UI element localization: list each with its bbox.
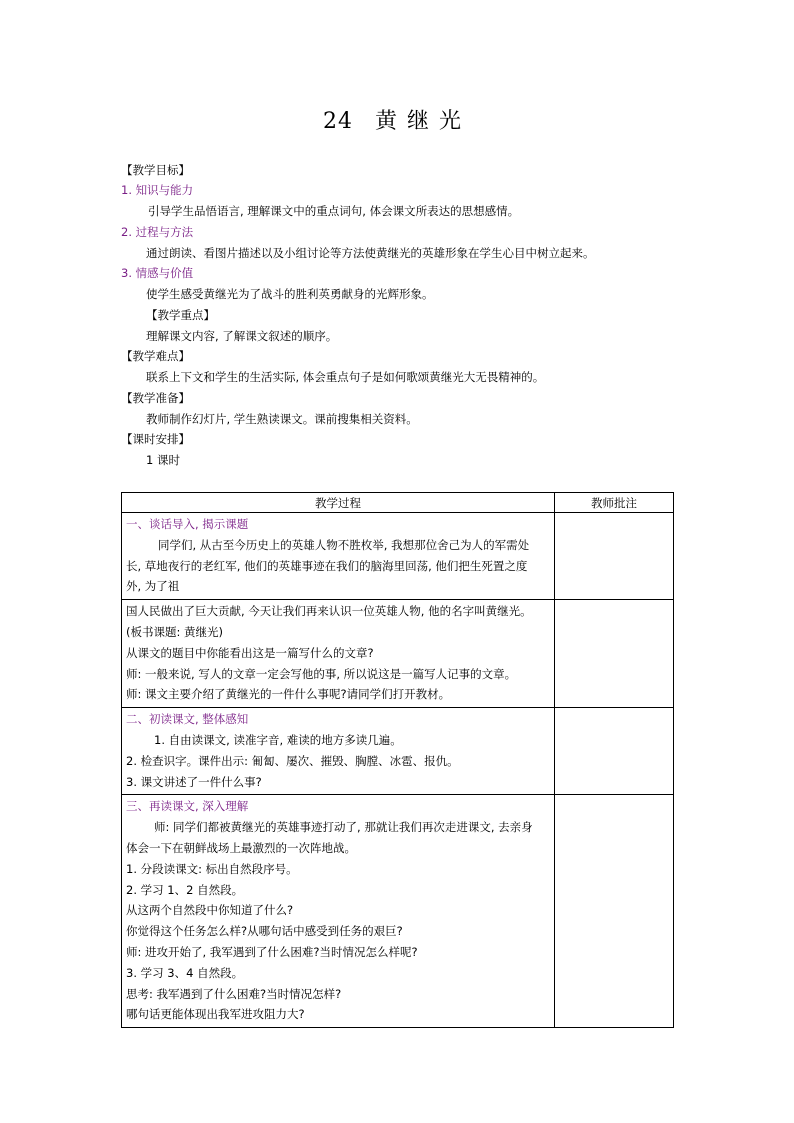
goal2-text: 通过朗读、看图片描述以及小组讨论等方法使黄继光的英雄形象在学生心目中树立起来。 [146,246,595,260]
notes-cell [555,513,674,600]
key-text: 理解课文内容, 了解课文叙述的顺序。 [146,329,338,343]
table-row [122,795,674,1028]
paragraph-line: 师: 课文主要介绍了黄继光的一件什么事呢?请同学们打开教材。 [126,687,451,702]
paragraph-line: 从课文的题目中你能看出这是一篇写什么的文章? [126,645,374,660]
lesson-number: 24 [322,109,353,134]
paragraph-line: 师: 进攻开始了, 我军遇到了什么困难?当时情况怎么样呢? [126,944,418,959]
section-heading: 一、谈话导入, 揭示课题 [126,517,249,531]
table-row [122,708,674,795]
paragraph-line: 你觉得这个任务怎么样?从哪句话中感受到任务的艰巨? [126,924,403,939]
paragraph-line: 同学们, 从古至今历史上的英雄人物不胜枚举, 我想那位舍己为人的军需处 [158,537,530,552]
goal3-text: 使学生感受黄继光为了战斗的胜利英勇献身的光辉形象。 [146,287,434,301]
goal2-title: 2. 过程与方法 [121,225,194,239]
page-title [0,104,794,135]
schedule-text: 1 课时 [146,453,180,467]
paragraph-line: 3. 课文讲述了一件什么事? [126,774,262,789]
paragraph-line: 从这两个自然段中你知道了什么? [126,903,294,918]
notes-cell [555,600,674,708]
lesson-name: 黄继光 [374,109,471,134]
paragraph-line: 2. 学习 1、2 自然段。 [126,882,244,897]
paragraph-line: 外, 为了祖 [126,579,180,594]
paragraph-line: 哪句话更能体现出我军进攻阻力大? [126,1007,305,1022]
notes-cell [555,708,674,795]
notes-cell [555,795,674,1028]
table-header-row [122,493,674,513]
paragraph-line: 体会一下在朝鲜战场上最激烈的一次阵地战。 [126,840,356,855]
difficulty-text: 联系上下文和学生的生活实际, 体会重点句子是如何歌颂黄继光大无畏精神的。 [146,370,545,384]
paragraph-line: (板书课题: 黄继光) [126,624,224,639]
goals-heading: 【教学目标】 [121,163,190,177]
paragraph-line: 1. 分段读课文: 标出自然段序号。 [126,861,298,876]
goal3-title: 3. 情感与价值 [121,266,194,280]
paragraph-line: 思考: 我军遇到了什么困难?当时情况怎样? [126,986,342,1001]
paragraph-line: 师: 同学们都被黄继光的英雄事迹打动了, 那就让我们再次走进课文, 去亲身 [154,820,533,835]
prep-heading: 【教学准备】 [121,391,190,405]
paragraph-line: 师: 一般来说, 写人的文章一定会写他的事, 所以说这是一篇写人记事的文章。 [126,666,517,681]
difficulty-heading: 【教学难点】 [121,349,190,363]
paragraph-line: 国人民做出了巨大贡献, 今天让我们再来认识一位英雄人物, 他的名字叫黄继光。 [126,604,532,619]
schedule-heading: 【课时安排】 [121,432,190,446]
header-notes: 教师批注 [555,493,674,513]
section-heading: 二、初读课文, 整体感知 [126,712,249,727]
goal1-text: 引导学生品悟语言, 理解课文中的重点词句, 体会课文所表达的思想感情。 [148,204,520,218]
paragraph-line: 长, 草地夜行的老红军, 他们的英雄事迹在我们的脑海里回荡, 他们把生死置之度 [126,558,528,573]
paragraph-line: 1. 自由读课文, 读准字音, 难读的地方多读几遍。 [154,732,402,747]
paragraph-line: 3. 学习 3、4 自然段。 [126,965,244,980]
header-process: 教学过程 [122,493,555,513]
key-heading: 【教学重点】 [146,308,215,322]
teaching-process-table [121,492,674,1028]
section-heading: 三、再读课文, 深入理解 [126,799,249,814]
prep-text: 教师制作幻灯片, 学生熟读课文。课前搜集相关资料。 [146,412,418,426]
paragraph-line: 2. 检查识字。课件出示: 匍匐、屡次、摧毁、胸膛、冰雹、报仇。 [126,753,459,768]
goal1-title: 1. 知识与能力 [121,183,194,197]
table-row [122,600,674,708]
table-row [122,513,674,600]
